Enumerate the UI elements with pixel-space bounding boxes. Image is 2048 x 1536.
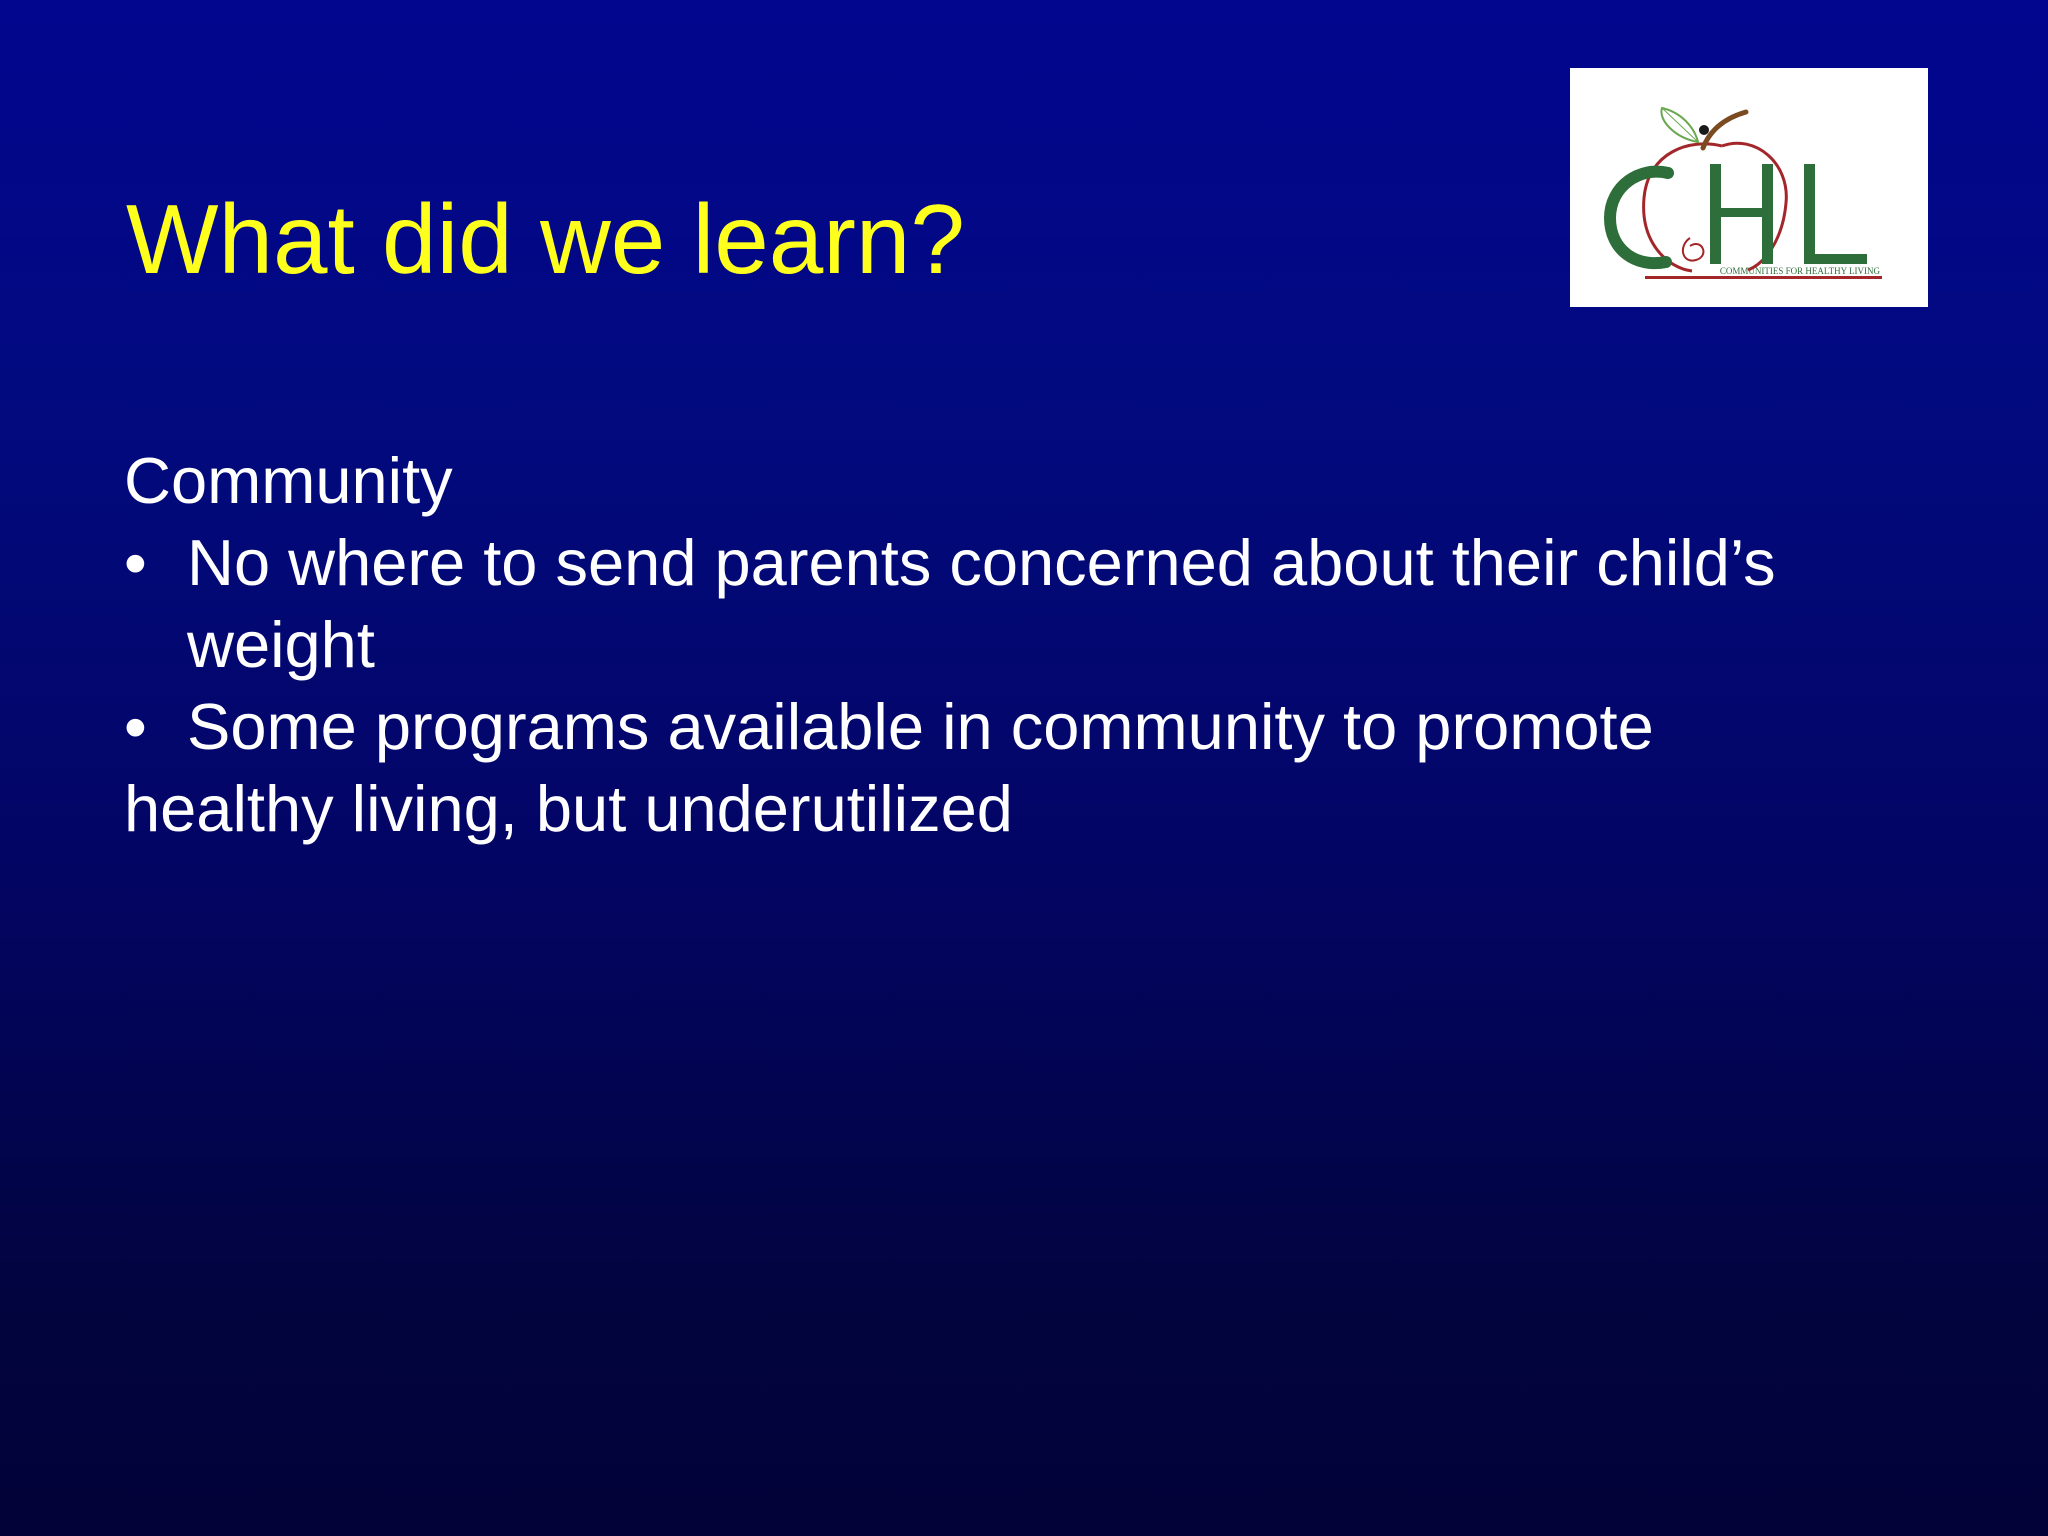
slide-title: What did we learn? bbox=[126, 184, 965, 294]
bullet-text: Some programs available in community to promote bbox=[187, 690, 1654, 763]
bullet-item bbox=[124, 686, 1944, 768]
slide-body bbox=[124, 440, 1944, 850]
bullet-item bbox=[124, 522, 1944, 686]
chl-logo bbox=[1570, 68, 1928, 307]
bullet-continuation: healthy living, but underutilized bbox=[124, 772, 1013, 845]
bullet-text: No where to send parents concerned about their child’s weight bbox=[187, 526, 1776, 681]
apple-icon bbox=[1570, 68, 1928, 307]
logo-tagline: COMMUNITIES FOR HEALTHY LIVING bbox=[1719, 266, 1880, 276]
bullet-marker: • bbox=[124, 690, 147, 763]
section-heading: Community bbox=[124, 444, 453, 517]
bullet-marker: • bbox=[124, 526, 147, 599]
